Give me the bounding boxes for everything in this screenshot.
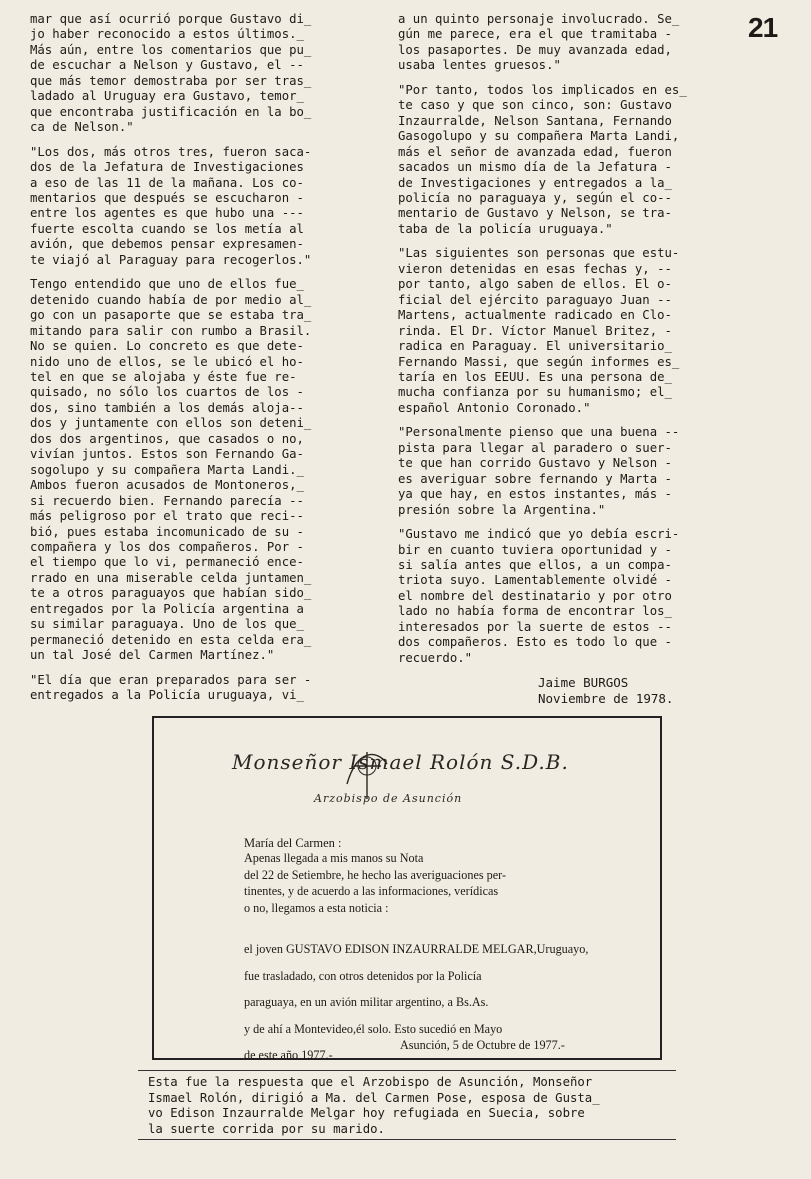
- letter-facsimile: [152, 716, 662, 1060]
- letter-date: Asunción, 5 de Octubre de 1977.-: [400, 1038, 565, 1052]
- paragraph: "El día que eran preparados para ser - entregados a la Policía uruguaya, vi_: [30, 672, 312, 703]
- paragraph: "Las siguientes son personas que estu- vieron detenidas en esas fechas y, -- por tanto, algo saben de ellos. El o- ficial del ejército paraguayo Juan -- Martens, actualmente radicado en Clo- rinda. El Dr. Víctor Manuel Britez, - radica en Paraguay. El universitario_ Fernando Massi, que según informes es_ taría en los EEUU. Es una persona de_ mucha confianza por su humanismo; el_ español Antonio Coronado.": [398, 246, 680, 415]
- page-number: 21: [748, 12, 778, 43]
- letter-salutation: María del Carmen :: [244, 836, 342, 850]
- signature-block: [538, 675, 744, 707]
- left-column: [30, 12, 376, 712]
- letter-caption: [138, 1075, 676, 1140]
- paragraph: "Personalmente pienso que una buena -- pista para llegar al paradero o suer- te que han corrido Gustavo y Nelson - es averiguar sobre fernando y Marta - ya que hay, en estos instantes, más - presión sobre la Argentina.": [398, 425, 680, 517]
- signature-name: Jaime BURGOS: [538, 675, 629, 691]
- paragraph: "Gustavo me indicó que yo debía escri- bir en cuanto tuviera oportunidad y - si salía antes que ellos, a un compa- triota suyo. Lamentablemente olvidé - el nombre del destinatario y por otro lado no había forma de encontrar los_ interesados por la suerte de estos -- dos compañeros. Esto es todo lo que - recuerdo.": [398, 527, 680, 665]
- paragraph: Tengo entendido que uno de ellos fue_ detenido cuando había de por medio al_ go con un pasaporte que se estaba tra_ mitando para salir con rumbo a Brasil. No se quien. Lo concreto es que dete- nido uno de ellos, se le ubicó el ho- tel en que se alojaba y éste fue re- quisado, no sólo los cuartos de los - dos, sino también a los demás aloja-- dos y juntamente con ellos son deteni_ dos dos argentinos, que casados o no, vivían juntos. Estos son Fernando Ga- sogolupo y su compañera Marta Landi._ Ambos fueron acusados de Montoneros,_ si recuerdo bien. Fernando parecía -- más peligroso por el trato que reci-- bió, pues estaba incomunicado de su - compañera y los dos compañeros. Por - el tiempo que lo vi, permaneció ence- rrado en una miserable celda juntamen_ te a otros paraguayos que habían sido_ entregados por la Policía argentina a su similar paraguaya. Uno de los que_ permaneció detenido en esta celda era_ un tal José del Carmen Martínez.": [30, 277, 312, 663]
- caption-divider: [138, 1070, 676, 1071]
- paragraph: "Por tanto, todos los implicados en es_ te caso y que son cinco, son: Gustavo Inzaurralde, Nelson Santana, Fernando Gasogolupo y su compañera Marta Landi, más el señor de avanzada edad, fueron sacados un mismo día de la Jefatura - de Investigaciones y entregados a la_ policía no paraguaya y, según el co-- mentario de Gustavo y Nelson, se tra- taba de la policía uruguaya.": [398, 82, 687, 236]
- signature-date: Noviembre de 1978.: [538, 691, 674, 707]
- caption-text: Esta fue la respuesta que el Arzobispo de Asunción, Monseñor Ismael Rolón, dirigió a Ma. del Carmen Pose, esposa de Gusta_ vo Edison Inzaurralde Melgar hoy refugiada en Suecia, sobre la suerte corrida por su marido.: [148, 1075, 600, 1136]
- paragraph: mar que así ocurrió porque Gustavo di_ jo haber reconocido a estos últimos._ Más aún, entre los comentarios que pu_ de escuchar a Nelson y Gustavo, el -- que más temor demostraba por ser tras_ ladado al Uruguay era Gustavo, temor_ que encontraba justificación en la bo_ ca de Nelson.": [30, 12, 312, 135]
- letter-body-news: el joven GUSTAVO EDISON INZAURRALDE MELGAR,Uruguayo, fue trasladado, con otros detenidos por la Policía paraguaya, en un avión militar argentino, a Bs.As. y de ahí a Montevideo,él solo. Esto sucedió en Mayo de este año 1977.-: [244, 942, 589, 1062]
- right-column: [398, 12, 744, 707]
- letter-body: Apenas llegada a mis manos su Nota del 22 de Setiembre, he hecho las averiguaciones per- tinentes, y de acuerdo a las informaciones, verídicas o no, llegamos a esta noticia :: [244, 851, 507, 915]
- letterhead-title: Monseñor Ismael Rolón S.D.B.: [232, 750, 569, 774]
- paragraph: a un quinto personaje involucrado. Se_ gún me parece, era el que tramitaba - los pasaportes. De muy avanzada edad, usaba lentes gruesos.": [398, 12, 680, 73]
- paragraph: "Los dos, más otros tres, fueron saca- dos de la Jefatura de Investigaciones a eso de las 11 de la mañana. Los co- mentarios que después se escucharon - entre los agentes es que hubo una --- fuerte escolta cuando se los metía al avión, que debemos pensar expresamen- te viajó al Paraguay para recogerlos.": [30, 144, 312, 267]
- letterhead-subtitle: Arzobispo de Asunción: [314, 792, 463, 805]
